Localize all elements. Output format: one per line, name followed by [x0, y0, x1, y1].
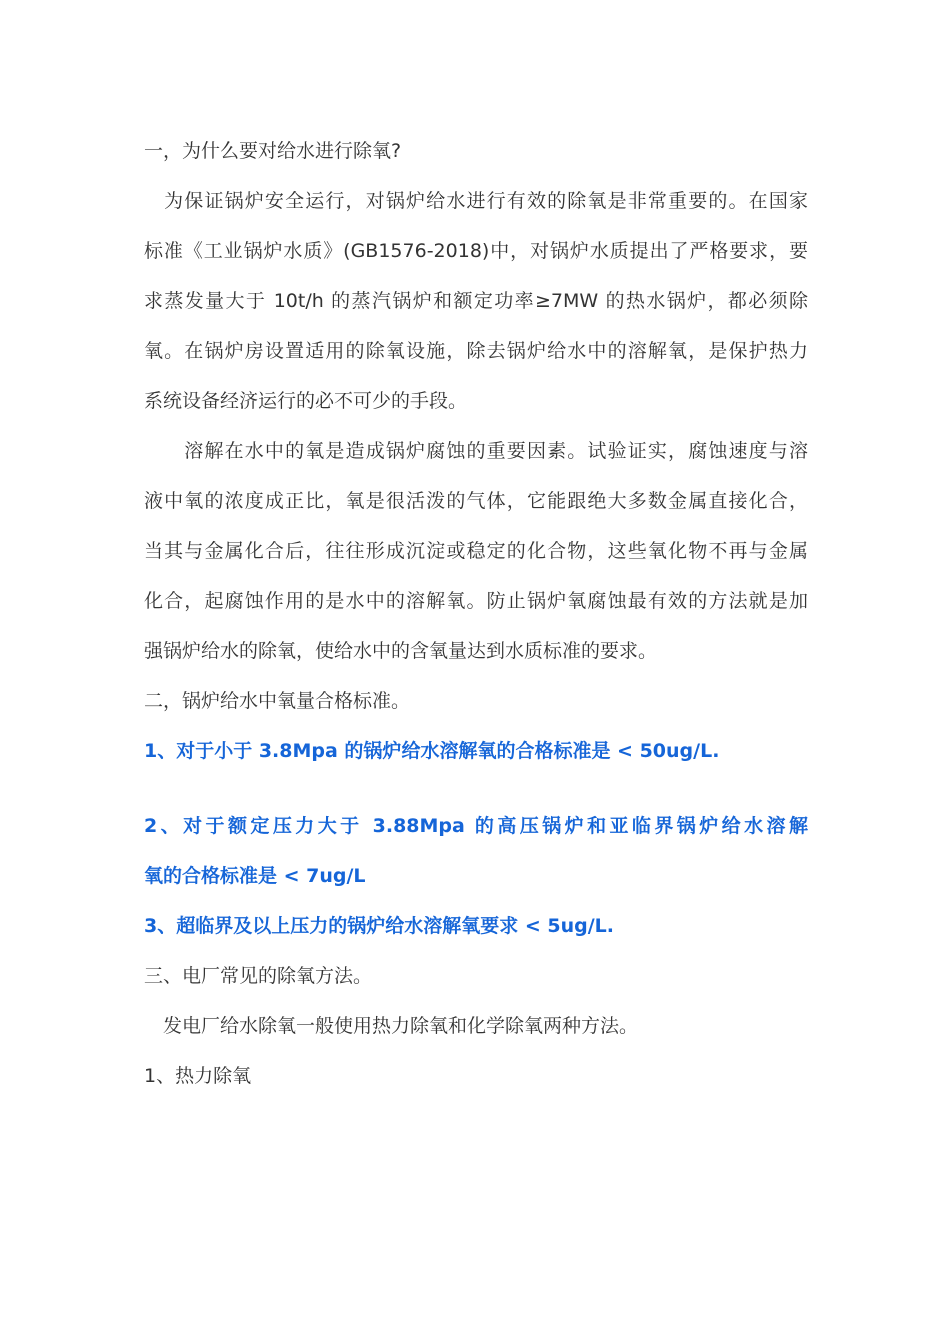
paragraph1-line2: 标准《工业锅炉水质》(GB1576-2018)中，对锅炉水质提出了严格要求，要: [144, 240, 808, 262]
paragraph1-line3: 求蒸发量大于 10t/h 的蒸汽锅炉和额定功率≥7MW 的热水锅炉，都必须除: [144, 290, 808, 312]
standard-item-2-line2: 氧的合格标准是 < 7ug/L: [144, 865, 366, 887]
document-body: [144, 126, 808, 1101]
paragraph2-line4: 化合，起腐蚀作用的是水中的溶解氧。防止锅炉氧腐蚀最有效的方法就是加: [144, 590, 808, 612]
section2-heading: 二，锅炉给水中氧量合格标准。: [144, 690, 411, 712]
paragraph1-line5: 系统设备经济运行的必不可少的手段。: [144, 390, 468, 412]
standard-item-3: 3、超临界及以上压力的锅炉给水溶解氧要求 < 5ug/L.: [144, 915, 614, 937]
spacer: [144, 776, 808, 801]
standard-item-1: 1、对于小于 3.8Mpa 的锅炉给水溶解氧的合格标准是 < 50ug/L.: [144, 740, 720, 762]
standard-item-2-line1: 2、对于额定压力大于 3.88Mpa 的高压锅炉和亚临界锅炉给水溶解: [144, 815, 808, 837]
section3-subheading-1: 1、热力除氧: [144, 1065, 252, 1087]
section3-intro: 发电厂给水除氧一般使用热力除氧和化学除氧两种方法。: [144, 1015, 639, 1037]
paragraph1-line1: 为保证锅炉安全运行，对锅炉给水进行有效的除氧是非常重要的。在国家: [144, 190, 808, 212]
paragraph2-line2: 液中氧的浓度成正比，氧是很活泼的气体，它能跟绝大多数金属直接化合，: [144, 490, 808, 512]
paragraph2-line1: 溶解在水中的氧是造成锅炉腐蚀的重要因素。试验证实，腐蚀速度与溶: [144, 440, 808, 462]
paragraph2-line3: 当其与金属化合后，往往形成沉淀或稳定的化合物，这些氧化物不再与金属: [144, 540, 808, 562]
paragraph1-line4: 氧。在锅炉房设置适用的除氧设施，除去锅炉给水中的溶解氧，是保护热力: [144, 340, 808, 362]
section3-heading: 三、电厂常见的除氧方法。: [144, 965, 373, 987]
paragraph2-line5: 强锅炉给水的除氧，使给水中的含氧量达到水质标准的要求。: [144, 640, 658, 662]
section1-heading: 一，为什么要对给水进行除氧?: [144, 140, 402, 162]
